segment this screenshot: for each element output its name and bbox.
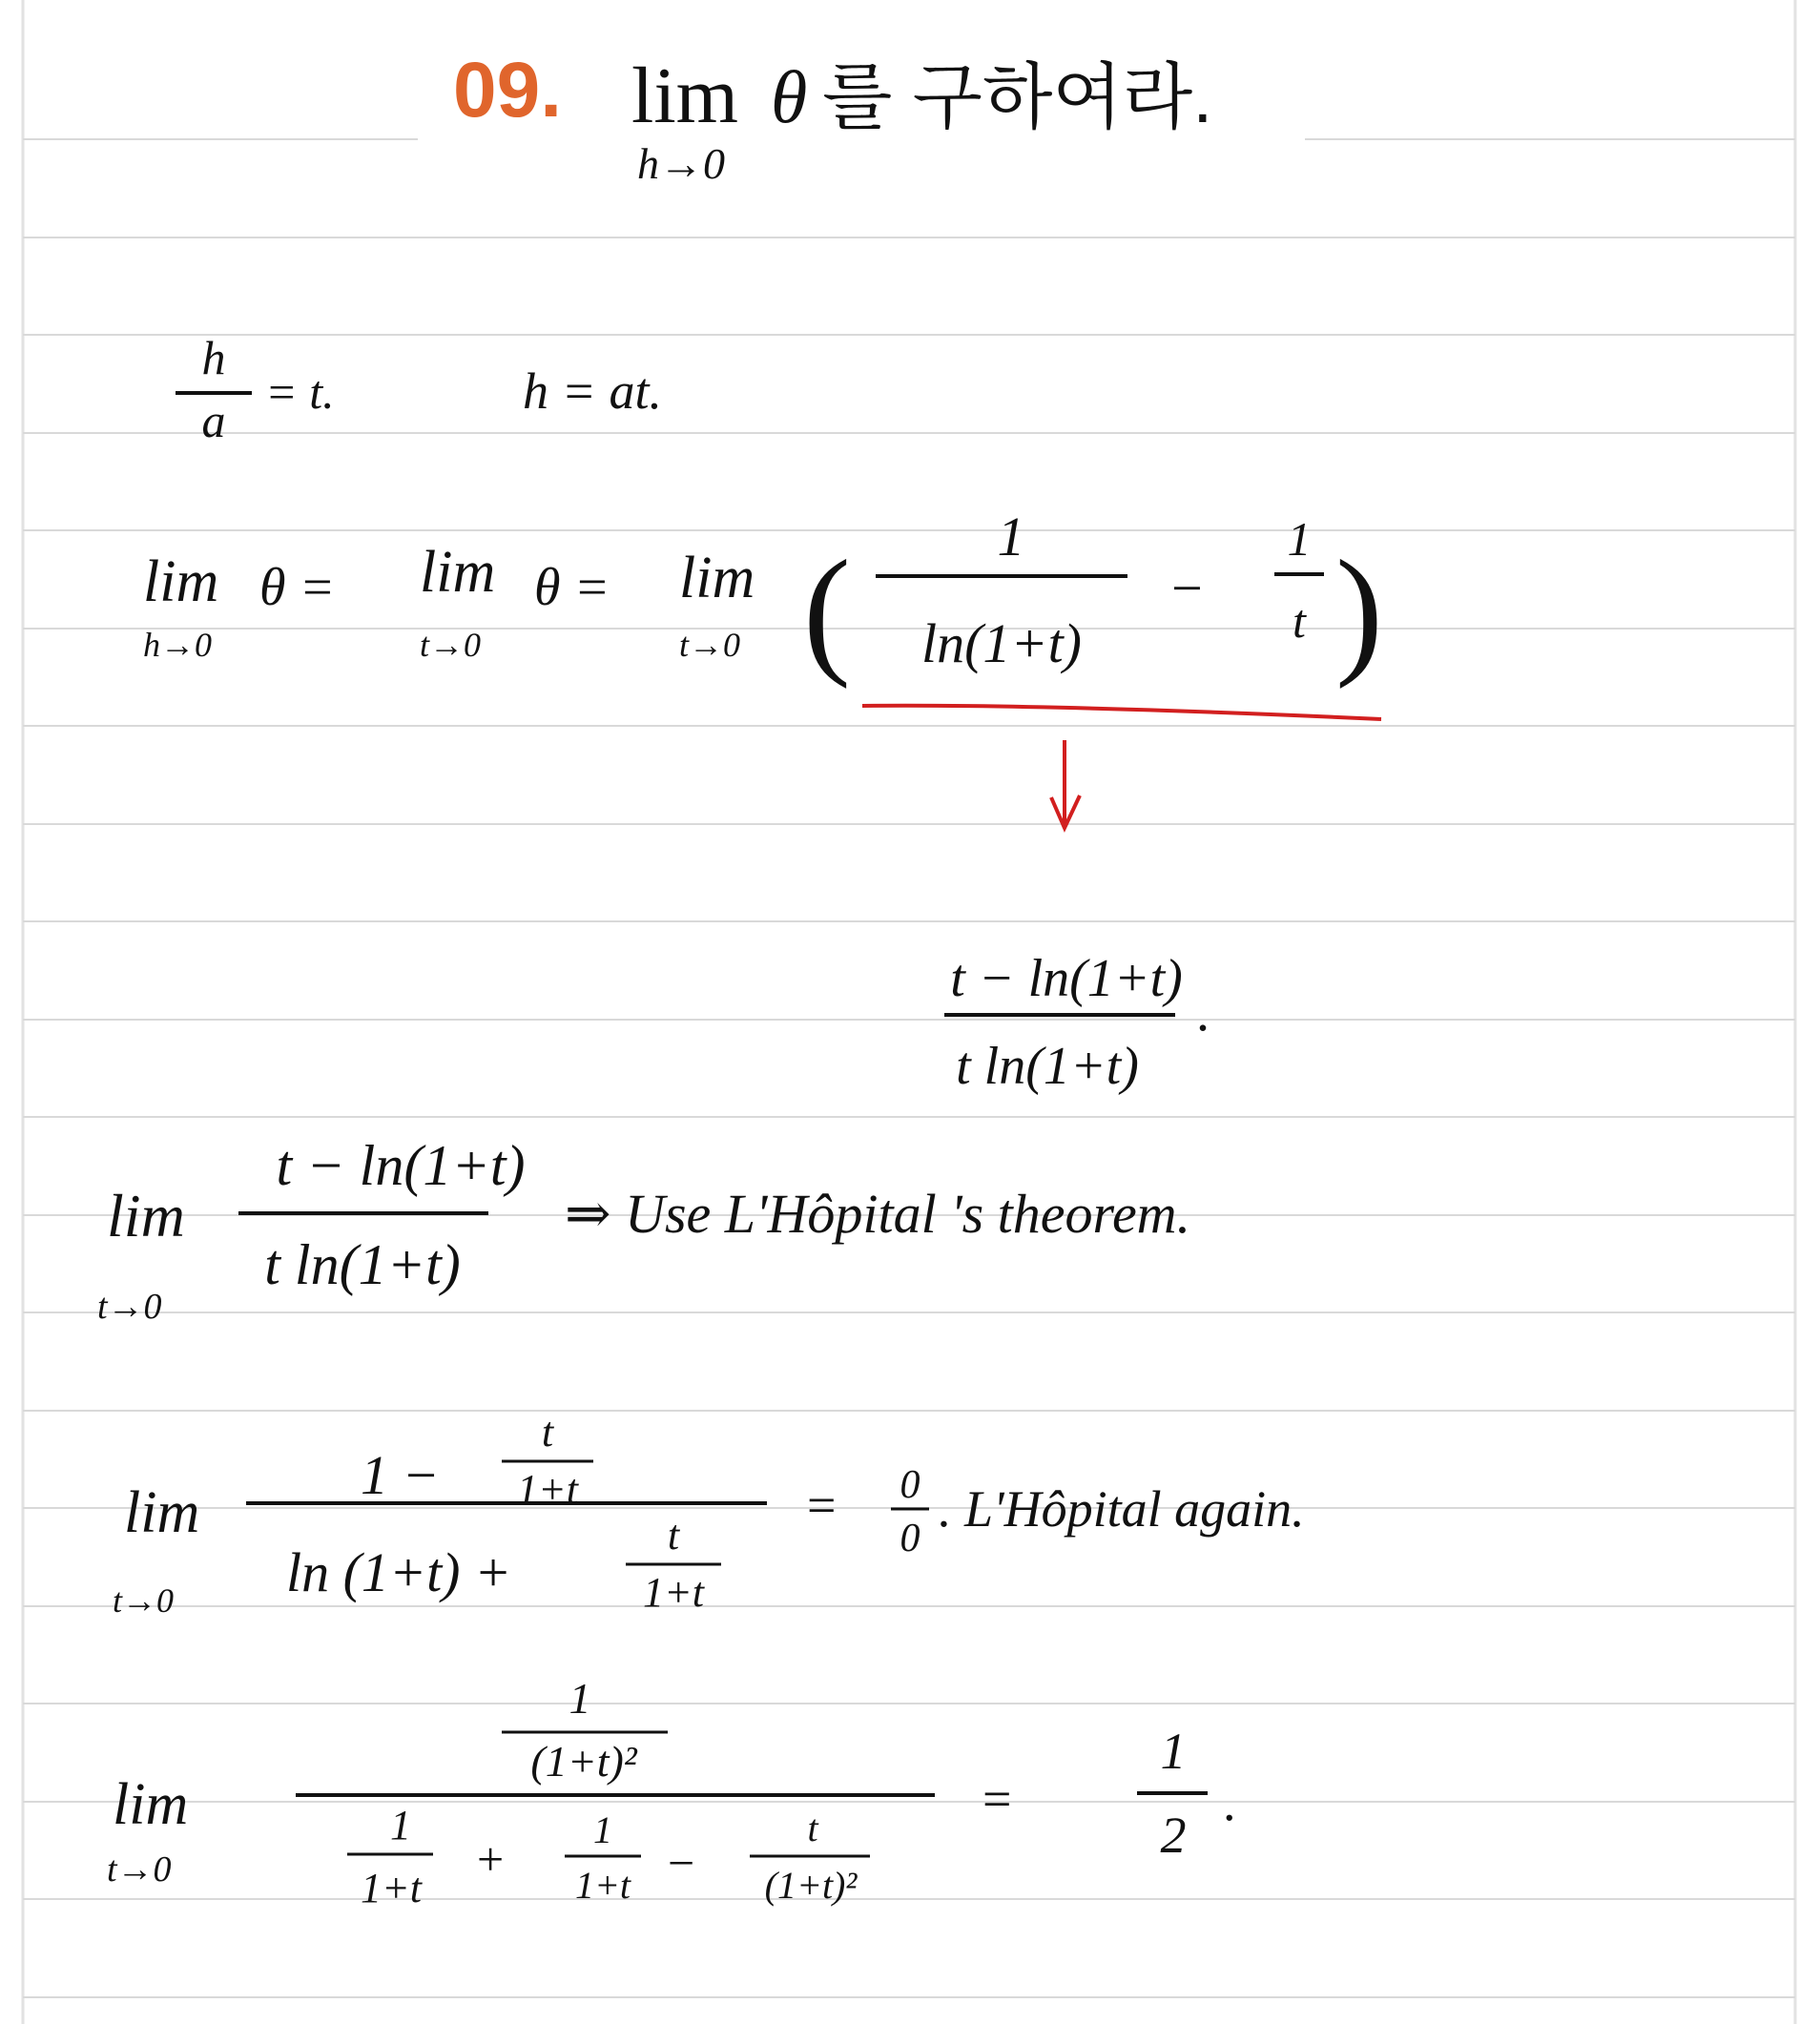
- problem-number: 09.: [453, 47, 562, 134]
- red-underline: [862, 706, 1381, 719]
- lim2-subscript: t→0: [420, 626, 482, 664]
- sub-frac-numerator: h: [201, 331, 226, 384]
- combined-numerator: t − ln(1+t): [950, 949, 1183, 1008]
- step3-plus: +: [477, 1832, 505, 1886]
- step2-num-b-denominator: 1+t: [517, 1466, 578, 1513]
- step3-d3-denominator: (1+t)²: [764, 1864, 858, 1907]
- step2-den-b-denominator: 1+t: [643, 1569, 704, 1616]
- step3-d2-denominator: 1+t: [574, 1864, 631, 1907]
- chain-minus: −: [1171, 557, 1203, 619]
- step1-denominator: t ln(1+t): [264, 1233, 461, 1296]
- chain-expr2: θ =: [534, 558, 610, 617]
- lim-subscript: h→0: [637, 139, 725, 188]
- step-3: [107, 1674, 1236, 1911]
- lim1-word: lim: [143, 549, 219, 614]
- lim3-subscript: t→0: [679, 626, 741, 664]
- chain-frac2-denominator: t: [1293, 594, 1306, 648]
- theta-symbol: θ: [771, 55, 808, 138]
- sub-frac-denominator: a: [201, 394, 226, 447]
- step2-lim-subscript: t→0: [113, 1581, 175, 1620]
- step2-eq: =: [807, 1477, 837, 1534]
- step3-result-denominator: 2: [1160, 1807, 1187, 1864]
- step2-num-a: 1 −: [361, 1444, 440, 1506]
- step3-eq: =: [982, 1770, 1012, 1828]
- lim-word: lim: [631, 52, 739, 140]
- chain-frac-denominator: ln(1+t): [921, 612, 1082, 674]
- step2-den-b-numerator: t: [667, 1512, 680, 1559]
- step2-lim-word: lim: [124, 1480, 200, 1545]
- step3-result-numerator: 1: [1160, 1723, 1187, 1780]
- step2-num-b-numerator: t: [541, 1409, 554, 1456]
- left-paren: (: [803, 531, 851, 690]
- step3-num-denominator: (1+t)²: [530, 1737, 637, 1786]
- combined-end: .: [1196, 983, 1210, 1043]
- step3-minus: −: [668, 1836, 695, 1890]
- right-paren: ): [1335, 531, 1383, 690]
- combined-denominator: t ln(1+t): [956, 1037, 1139, 1096]
- step3-d1-denominator: 1+t: [361, 1865, 422, 1911]
- chain-expr1: θ =: [259, 558, 336, 617]
- step2-zero-denominator: 0: [900, 1517, 920, 1560]
- problem-header: [453, 47, 1212, 188]
- step3-d3-numerator: t: [807, 1807, 818, 1849]
- step2-zero-numerator: 0: [900, 1463, 920, 1507]
- lim3-word: lim: [679, 546, 755, 610]
- problem-instruction: 를 구하여라.: [822, 57, 1213, 138]
- step1-lim-subscript: t→0: [97, 1287, 162, 1327]
- step1-note: ⇒ Use L'Hôpital 's theorem.: [565, 1183, 1191, 1245]
- step3-end: .: [1223, 1774, 1236, 1831]
- combined-fraction: [944, 949, 1210, 1096]
- step3-lim-subscript: t→0: [107, 1849, 172, 1890]
- step3-d1-numerator: 1: [390, 1802, 411, 1848]
- step3-d2-numerator: 1: [593, 1808, 612, 1851]
- lim1-subscript: h→0: [143, 626, 212, 664]
- step2-note: . L'Hôpital again.: [939, 1480, 1305, 1538]
- limit-chain: [143, 506, 1383, 690]
- substitution-line: [176, 331, 662, 447]
- step3-num-numerator: 1: [569, 1674, 591, 1723]
- sub-rhs: = t.: [265, 365, 335, 419]
- step2-den-a: ln (1+t) +: [286, 1541, 512, 1603]
- step-1: [97, 1134, 1190, 1327]
- step-2: [113, 1409, 1305, 1620]
- chain-frac-numerator: 1: [997, 506, 1025, 568]
- sub-second: h = at.: [523, 362, 662, 420]
- step1-numerator: t − ln(1+t): [276, 1134, 526, 1197]
- step1-lim-word: lim: [107, 1182, 185, 1250]
- red-annotation: [862, 706, 1381, 828]
- lim2-word: lim: [420, 540, 496, 605]
- step3-lim-word: lim: [113, 1772, 189, 1837]
- chain-frac2-numerator: 1: [1287, 512, 1312, 566]
